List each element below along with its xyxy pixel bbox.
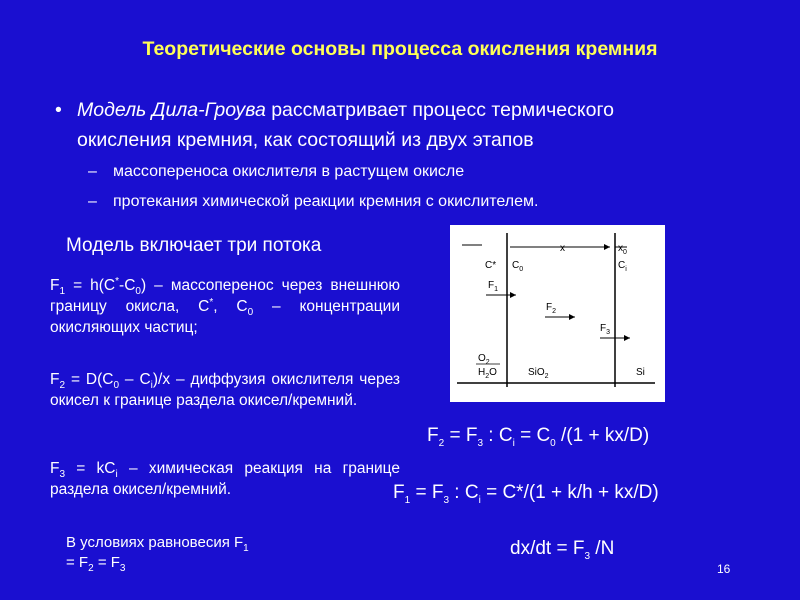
- flow-f2-description: $F_2 = D(C_0 - C_i)/x$ – диффузия окислителя через окисел к границе раздела окисел/кремний.: [50, 371, 400, 409]
- slide-title: Теоретические основы процесса окисления кремния: [142, 38, 658, 60]
- sub-item-mass-transfer: [88, 163, 464, 181]
- sub-dash: –: [88, 193, 97, 210]
- sub-text: массопереноса окислителя в растущем окисле: [113, 163, 465, 180]
- model-name: Модель Дила-Гроува: [77, 99, 266, 121]
- sub-dash: –: [88, 163, 97, 180]
- bullet-marker: •: [55, 99, 62, 121]
- formula-f1-f3: $F_1 = F_3$ : $C_i = C*/(1 + k/h + kx/D)$: [393, 482, 659, 506]
- formula-growth-rate: $dx/dt = F_3$ /N: [510, 538, 615, 562]
- main-bullet: [55, 95, 775, 155]
- f3-arrow-head: [624, 335, 630, 341]
- sio2-label: SiO$_2$: [528, 367, 549, 380]
- equilibrium-note: В условиях равновесия $F_1$ = $F_2 = F_3$: [66, 534, 249, 574]
- bullet-text-line1: рассматривает процесс термического: [265, 99, 614, 121]
- h2o-label: $H_2O$: [478, 367, 497, 380]
- page-number: 16: [717, 562, 731, 576]
- ci-label: $C_i$: [618, 260, 627, 273]
- formula-f2-f3: $F_2 = F_3$ : $C_i = C_0$ /(1 + kx/D): [427, 425, 650, 449]
- bullet-text-line2: окисления кремния, как состоящий из двух этапов: [77, 129, 534, 151]
- deal-grove-diagram: [450, 225, 665, 402]
- model-heading: Модель включает три потока: [66, 235, 322, 256]
- sub-text: протекания химической реакции кремния с окислителем.: [113, 193, 539, 210]
- si-label: Si: [636, 367, 645, 378]
- f2-label: $F_2$: [546, 302, 557, 315]
- f1-label: $F_1$: [488, 280, 499, 293]
- flow-f1-description: $F_1 = h(C^*-C_0)$ – массоперенос через внешнюю границу окисла, C*, $C_0$ – концентрации окисляющих частиц;: [50, 275, 401, 336]
- c0-label: $C_0$: [512, 260, 524, 273]
- sub-item-reaction: [88, 193, 538, 211]
- diagram-svg: [450, 225, 665, 402]
- x-arrow-head: [604, 244, 610, 250]
- f3-label: $F_3$: [600, 323, 611, 336]
- f1-arrow-head: [510, 292, 516, 298]
- x0-label: $x_0$: [618, 243, 627, 256]
- f2-arrow-head: [569, 314, 575, 320]
- flow-f3-description: $F_3 = kC_i$ – химическая реакция на границе раздела окисел/кремний.: [50, 460, 400, 498]
- o2-label: $O_2$: [478, 353, 490, 366]
- x-label: x: [560, 243, 565, 254]
- c-star-label: C*: [485, 260, 497, 271]
- bullet-text: [55, 95, 775, 155]
